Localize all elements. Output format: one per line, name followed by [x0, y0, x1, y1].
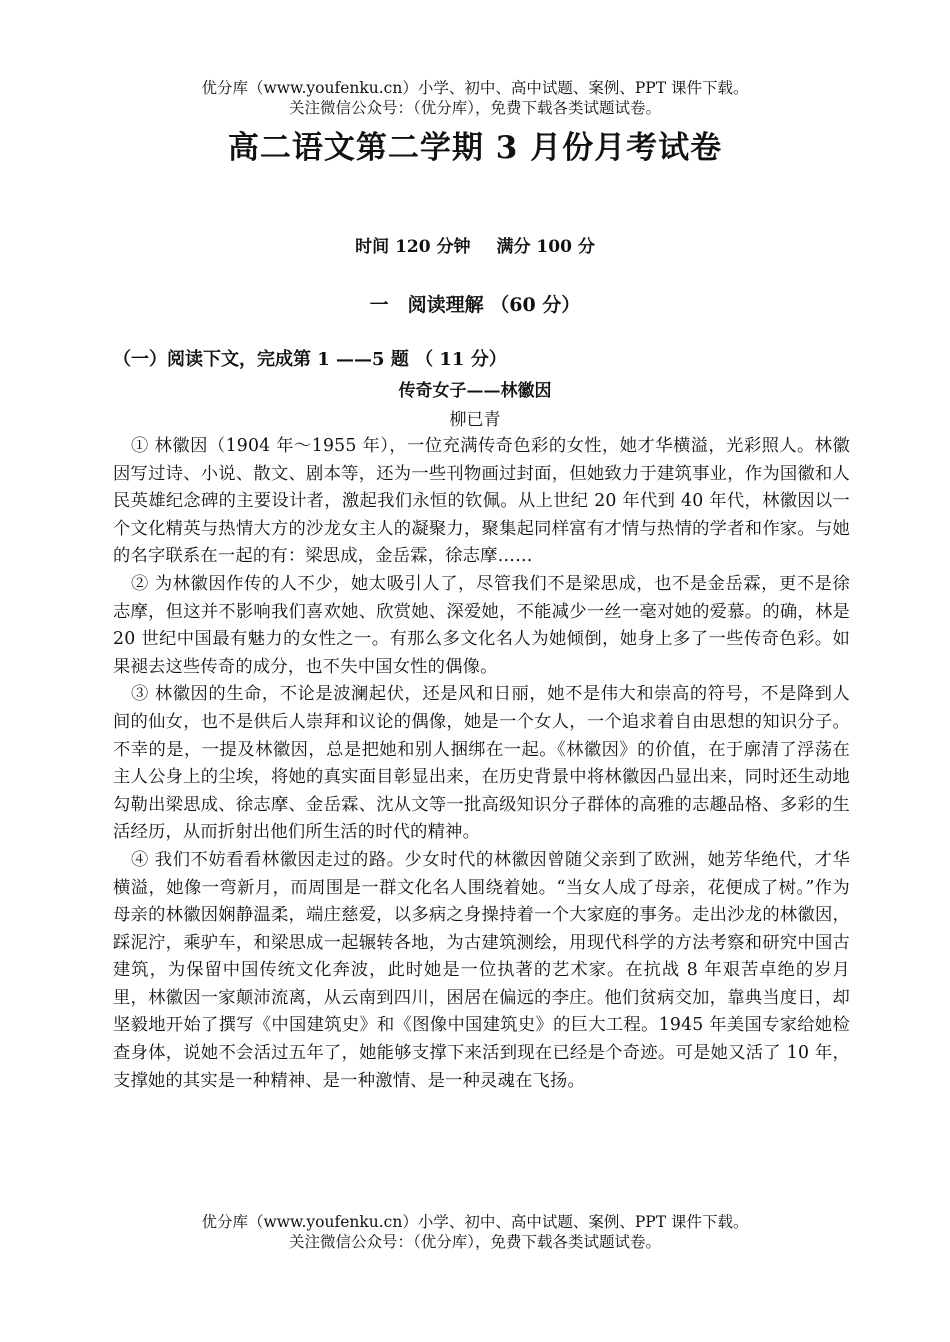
- exam-full-score: 满分 100 分: [496, 237, 595, 257]
- header-line-1: 优分库（www.youfenku.cn）小学、初中、高中试题、案例、PPT 课件下载。: [201, 79, 749, 97]
- paragraph-2: ② 为林徽因作传的人不少，她太吸引人了，尽管我们不是梁思成，也不是金岳霖，更不是徐志摩，但这并不影响我们喜欢她、欣赏她、深爱她，不能减少一丝一毫对她的爱慕。的确，林是 20 世纪中国最有魅力的女性之一。有那么多文化名人为她倾倒，她身上多了一些传奇色彩。如果褪去这些传奇的成分，也不失中国女性的偶像。: [113, 573, 850, 677]
- article-author: 柳已青: [449, 410, 501, 430]
- footer-line-1: 优分库（www.youfenku.cn）小学、初中、高中试题、案例、PPT 课件下载。: [201, 1213, 749, 1231]
- section-heading: 一 阅读理解 （60 分）: [369, 294, 581, 316]
- article-title: 传奇女子——林徽因: [398, 381, 552, 401]
- footer-line-2: 关注微信公众号：（优分库），免费下载各类试题试卷。: [288, 1233, 661, 1251]
- exam-title: 高二语文第二学期 3 月份月考试卷: [227, 130, 723, 166]
- part-instruction: （一）阅读下文，完成第 1 ——5 题 （ 11 分）: [113, 349, 507, 370]
- exam-time: 时间 120 分钟: [355, 237, 471, 257]
- paragraph-4: ④ 我们不妨看看林徽因走过的路。少女时代的林徽因曾随父亲到了欧洲，她芳华绝代，才华横溢，她像一弯新月，而周围是一群文化名人围绕着她。“当女人成了母亲，花便成了树。”作为母亲的林徽因娴静温柔，端庄慈爱，以多病之身操持着一个大家庭的事务。走出沙龙的林徽因，踩泥泞，乘驴车，和梁思成一起辗转各地，为古建筑测绘，用现代科学的方法考察和研究中国古建筑，为保留中国传统文化奔波，此时她是一位执著的艺术家。在抗战 8 年艰苦卓绝的岁月里，林徽因一家颠沛流离，从云南到四川，困居在偏远的李庄。他们贫病交加，靠典当度日，却坚毅地开始了撰写《中国建筑史》和《图像中国建筑史》的巨大工程。1945 年美国专家给她检查身体，说她不会活过五年了，她能够支撑下来活到现在已经是个奇迹。可是她又活了 10 年，支撑她的其实是一种精神、是一种激情、是一种灵魂在飞扬。: [113, 849, 850, 1091]
- paragraph-3: ③ 林徽因的生命，不论是波澜起伏，还是风和日丽，她不是伟大和崇高的符号，不是降到人间的仙女，也不是供后人崇拜和议论的偶像，她是一个女人，一个追求着自由思想的知识分子。不幸的是，一提及林徽因，总是把她和别人捆绑在一起。《林徽因》的价值，在于廓清了浮荡在主人公身上的尘埃，将她的真实面目彰显出来，在历史背景中将林徽因凸显出来，同时还生动地勾勒出梁思成、徐志摩、金岳霖、沈从文等一批高级知识分子群体的高雅的志趣品格、多彩的生活经历，从而折射出他们所生活的时代的精神。: [113, 684, 850, 843]
- paragraph-1: ① 林徽因（1904 年～1955 年），一位充满传奇色彩的女性，她才华横溢，光彩照人。林徽因写过诗、小说、散文、剧本等，还为一些刊物画过封面，但她致力于建筑事业，作为国徽和人民英雄纪念碑的主要设计者，激起我们永恒的钦佩。从上世纪 20 年代到 40 年代，林徽因以一个文化精英与热情大方的沙龙女主人的凝聚力，聚集起同样富有才情与热情的学者和作家。与她的名字联系在一起的有：梁思成，金岳霖，徐志摩……: [113, 436, 850, 567]
- header-line-2: 关注微信公众号：（优分库），免费下载各类试题试卷。: [288, 99, 661, 117]
- exam-meta: [0, 234, 950, 260]
- article-body: [113, 433, 850, 1095]
